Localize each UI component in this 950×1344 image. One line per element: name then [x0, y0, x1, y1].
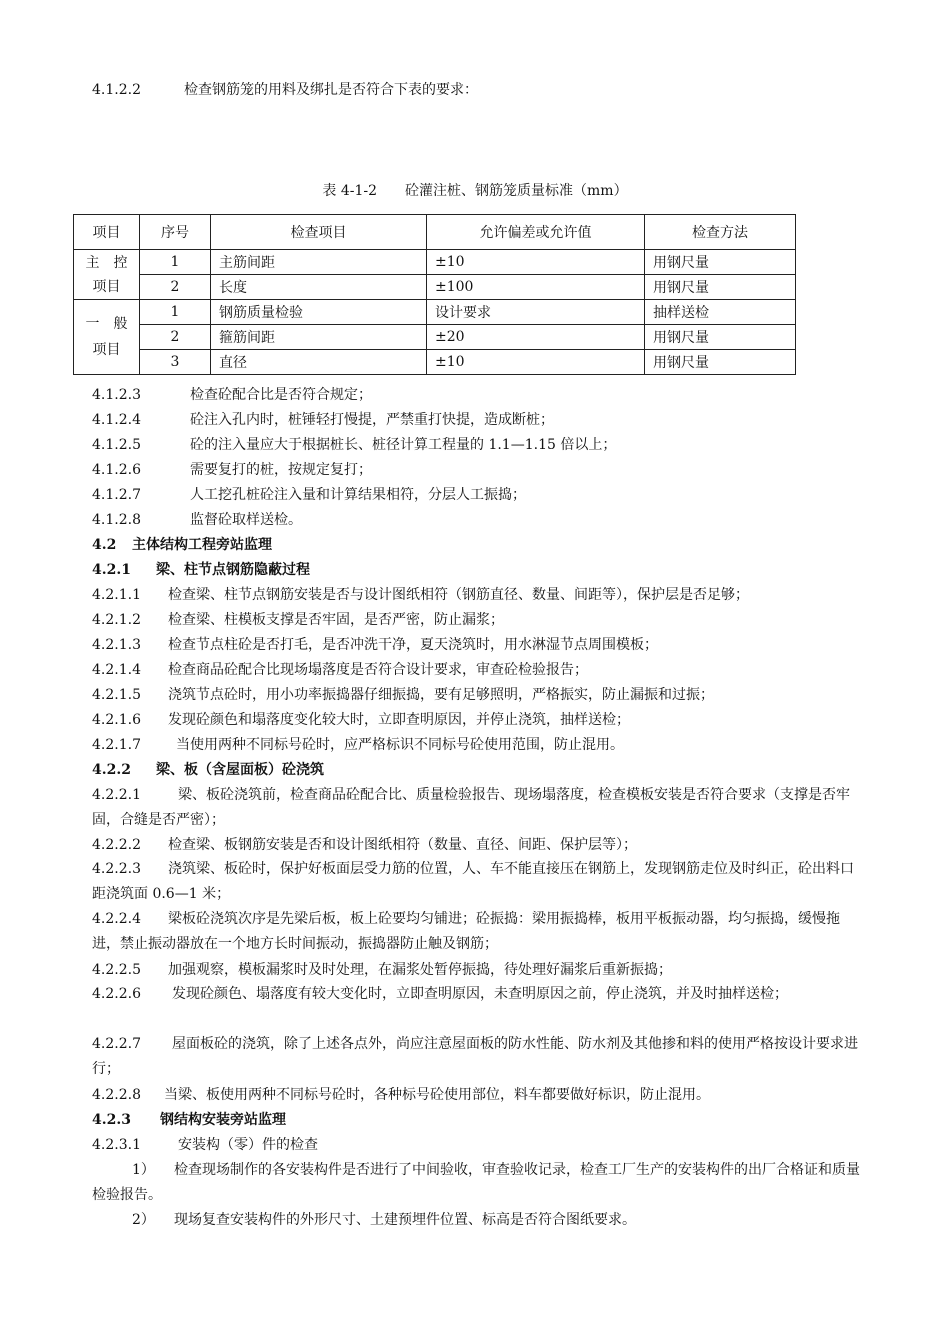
- clause-text: 安装构（零）件的检查: [178, 1137, 318, 1153]
- clause-4-2-2-8: [92, 1085, 710, 1105]
- section-number: 4.2: [92, 537, 117, 553]
- header-cell: 项目: [74, 215, 140, 250]
- clause-text: 梁板砼浇筑次序是先梁后板，板上砼要均匀铺进；砼振捣：梁用振捣棒，板用平板振动器，均匀振捣，缓慢拖进，禁止振动器放在一个地方长时间振动，振捣器防止触及钢筋；: [92, 911, 840, 952]
- clause-number: 4.2.2.1: [92, 787, 141, 803]
- method-cell: 用钢尺量: [645, 325, 796, 350]
- seq-cell: 3: [140, 350, 211, 375]
- seq-cell: 2: [140, 275, 211, 300]
- tolerance-cell: ±20: [427, 325, 645, 350]
- clause-number: 4.2.1.1: [92, 587, 141, 603]
- group-name-line2: 项目: [92, 278, 121, 295]
- method-cell: 抽样送检: [645, 300, 796, 325]
- item-cell: 长度: [211, 275, 427, 300]
- section-title: 主体结构工程旁站监理: [132, 537, 272, 553]
- clause-text: 发现砼颜色、塌落度有较大变化时，立即查明原因，未查明原因之前，停止浇筑，并及时抽样送检；: [172, 986, 788, 1002]
- clause-text: 检查节点柱砼是否打毛，是否冲洗干净，夏天浇筑时，用水淋湿节点周围模板；: [168, 637, 658, 653]
- clause-4-2-1-7: [92, 735, 624, 755]
- clause-text: 检查砼配合比是否符合规定；: [190, 387, 372, 403]
- seq-cell: 1: [140, 250, 211, 275]
- section-number: 4.2.1: [92, 562, 131, 578]
- sub-item-1: [92, 1158, 860, 1208]
- clause-number: 4.2.1.2: [92, 612, 141, 628]
- clause-number: 4.2.1.4: [92, 662, 141, 678]
- clause-text: 发现砼颜色和塌落度变化较大时，立即查明原因，并停止浇筑，抽样送检；: [168, 712, 630, 728]
- clause-number: 4.2.2.7: [92, 1036, 141, 1052]
- sub-item-text: 检查现场制作的各安装构件是否进行了中间验收，审查验收记录，检查工厂生产的安装构件的出厂合格证和质量检验报告。: [92, 1162, 860, 1203]
- group-cell-main-control: [74, 250, 140, 300]
- sub-item-2: [132, 1210, 636, 1230]
- method-cell: 用钢尺量: [645, 350, 796, 375]
- table-caption: [0, 180, 950, 200]
- item-cell: 箍筋间距: [211, 325, 427, 350]
- clause-4-2-1-3: [92, 635, 658, 655]
- header-cell: 允许偏差或允许值: [427, 215, 645, 250]
- clause-text: 浇筑节点砼时，用小功率振捣器仔细振捣，要有足够照明，严格振实，防止漏振和过振；: [168, 687, 714, 703]
- section-number: 4.2.2: [92, 762, 131, 778]
- table-header-row: [74, 215, 796, 250]
- clause-4-2-1-2: [92, 610, 504, 630]
- quality-standard-table: [73, 214, 796, 375]
- section-title: 钢结构安装旁站监理: [160, 1112, 286, 1128]
- clause-number: 4.1.2.4: [92, 412, 141, 428]
- section-title: 梁、柱节点钢筋隐蔽过程: [156, 562, 310, 578]
- clause-text: 检查梁、柱节点钢筋安装是否与设计图纸相符（钢筋直径、数量、间距等），保护层是否足够；: [168, 587, 749, 603]
- table-row: [74, 350, 796, 375]
- group-cell-general: [74, 300, 140, 375]
- group-name-line2: 项目: [92, 342, 121, 358]
- clause-4-2-2-2: [92, 835, 637, 855]
- clause-number: 4.1.2.8: [92, 512, 141, 528]
- table-row: [74, 275, 796, 300]
- clause-4-2-1-6: [92, 710, 630, 730]
- clause-4-2-1-4: [92, 660, 588, 680]
- section-heading-4-2-3: [92, 1110, 286, 1130]
- sub-item-number: 2）: [132, 1212, 155, 1228]
- seq-cell: 1: [140, 300, 211, 325]
- clause-text: 浇筑梁、板砼时，保护好板面层受力筋的位置，人、车不能直接压在钢筋上，发现钢筋走位及时纠正，砼出料口距浇筑面 0.6—1 米；: [92, 861, 854, 902]
- tolerance-cell: ±10: [427, 350, 645, 375]
- clause-text: 检查钢筋笼的用料及绑扎是否符合下表的要求：: [184, 82, 478, 98]
- sub-item-text: 现场复查安装构件的外形尺寸、土建预埋件位置、标高是否符合图纸要求。: [174, 1212, 636, 1228]
- clause-text: 梁、板砼浇筑前，检查商品砼配合比、质量检验报告、现场塌落度，检查模板安装是否符合要求（支撑是否牢固，合缝是否严密）；: [92, 787, 850, 828]
- section-title: 梁、板（含屋面板）砼浇筑: [156, 762, 324, 778]
- clause-number: 4.2.1.6: [92, 712, 141, 728]
- table-row: [74, 300, 796, 325]
- clause-text: 当梁、板使用两种不同标号砼时，各种标号砼使用部位，料车都要做好标识，防止混用。: [164, 1087, 710, 1103]
- tolerance-cell: 设计要求: [427, 300, 645, 325]
- clause-4-1-2-5: [92, 435, 616, 455]
- clause-number: 4.1.2.5: [92, 437, 141, 453]
- tolerance-cell: ±100: [427, 275, 645, 300]
- clause-4-2-2-3: [92, 857, 860, 907]
- clause-number: 4.2.2.2: [92, 837, 141, 853]
- clause-4-1-2-6: [92, 460, 372, 480]
- clause-4-1-2-8: [92, 510, 302, 530]
- clause-number: 4.2.2.6: [92, 986, 141, 1002]
- clause-text: 检查商品砼配合比现场塌落度是否符合设计要求，审查砼检验报告；: [168, 662, 588, 678]
- section-heading-4-2: [92, 535, 272, 555]
- group-name-line1: 一 般: [85, 316, 128, 332]
- tolerance-cell: ±10: [427, 250, 645, 275]
- method-cell: 用钢尺量: [645, 275, 796, 300]
- clause-4-2-2-4: [92, 907, 860, 957]
- clause-4-2-3-1: [92, 1135, 318, 1155]
- clause-number: 4.2.1.7: [92, 737, 141, 753]
- clause-number: 4.1.2.6: [92, 462, 141, 478]
- clause-4-1-2-4: [92, 410, 554, 430]
- table-caption-title: 砼灌注桩、钢筋笼质量标准（mm）: [405, 183, 628, 199]
- clause-4-2-1-5: [92, 685, 714, 705]
- clause-number: 4.2.2.4: [92, 911, 141, 927]
- clause-number: 4.2.2.8: [92, 1087, 141, 1103]
- header-cell: 检查方法: [645, 215, 796, 250]
- clause-text: 砼注入孔内时，桩锤轻打慢提，严禁重打快提，造成断桩；: [190, 412, 554, 428]
- item-cell: 主筋间距: [211, 250, 427, 275]
- clause-number: 4.2.2.5: [92, 962, 141, 978]
- clause-text: 当使用两种不同标号砼时，应严格标识不同标号砼使用范围，防止混用。: [176, 737, 624, 753]
- clause-number: 4.2.1.5: [92, 687, 141, 703]
- sub-item-number: 1）: [132, 1162, 155, 1178]
- clause-text: 监督砼取样送检。: [190, 512, 302, 528]
- clause-text: 砼的注入量应大于根据桩长、桩径计算工程量的 1.1—1.15 倍以上；: [190, 437, 617, 453]
- clause-4-1-2-2: [92, 80, 478, 100]
- section-heading-4-2-2: [92, 760, 324, 780]
- method-cell: 用钢尺量: [645, 250, 796, 275]
- clause-number: 4.1.2.7: [92, 487, 141, 503]
- clause-text: 加强观察，模板漏浆时及时处理，在漏浆处暂停振捣，待处理好漏浆后重新振捣；: [168, 962, 672, 978]
- clause-4-2-2-7: [92, 1032, 860, 1082]
- clause-4-2-2-6: [92, 982, 860, 1007]
- clause-text: 屋面板砼的浇筑，除了上述各点外，尚应注意屋面板的防水性能、防水剂及其他掺和料的使用严格按设计要求进行；: [92, 1036, 858, 1077]
- item-cell: 钢筋质量检验: [211, 300, 427, 325]
- clause-text: 需要复打的桩，按规定复打；: [190, 462, 372, 478]
- clause-text: 检查梁、板钢筋安装是否和设计图纸相符（数量、直径、间距、保护层等）；: [168, 837, 637, 853]
- clause-4-2-1-1: [92, 585, 749, 605]
- clause-number: 4.2.3.1: [92, 1137, 141, 1153]
- clause-4-2-2-1: [92, 783, 860, 833]
- clause-number: 4.1.2.2: [92, 82, 141, 98]
- section-number: 4.2.3: [92, 1112, 131, 1128]
- clause-text: 人工挖孔桩砼注入量和计算结果相符，分层人工振捣；: [190, 487, 526, 503]
- seq-cell: 2: [140, 325, 211, 350]
- clause-4-1-2-3: [92, 385, 372, 405]
- clause-text: 检查梁、柱模板支撑是否牢固，是否严密，防止漏浆；: [168, 612, 504, 628]
- clause-number: 4.1.2.3: [92, 387, 141, 403]
- header-cell: 检查项目: [211, 215, 427, 250]
- clause-4-2-2-5: [92, 960, 672, 980]
- item-cell: 直径: [211, 350, 427, 375]
- table-row: [74, 325, 796, 350]
- clause-4-1-2-7: [92, 485, 526, 505]
- section-heading-4-2-1: [92, 560, 310, 580]
- header-cell: 序号: [140, 215, 211, 250]
- table-caption-number: 表 4-1-2: [322, 183, 378, 199]
- group-name-line1: 主 控: [85, 254, 128, 271]
- clause-number: 4.2.2.3: [92, 861, 141, 877]
- clause-number: 4.2.1.3: [92, 637, 141, 653]
- table-row: [74, 250, 796, 275]
